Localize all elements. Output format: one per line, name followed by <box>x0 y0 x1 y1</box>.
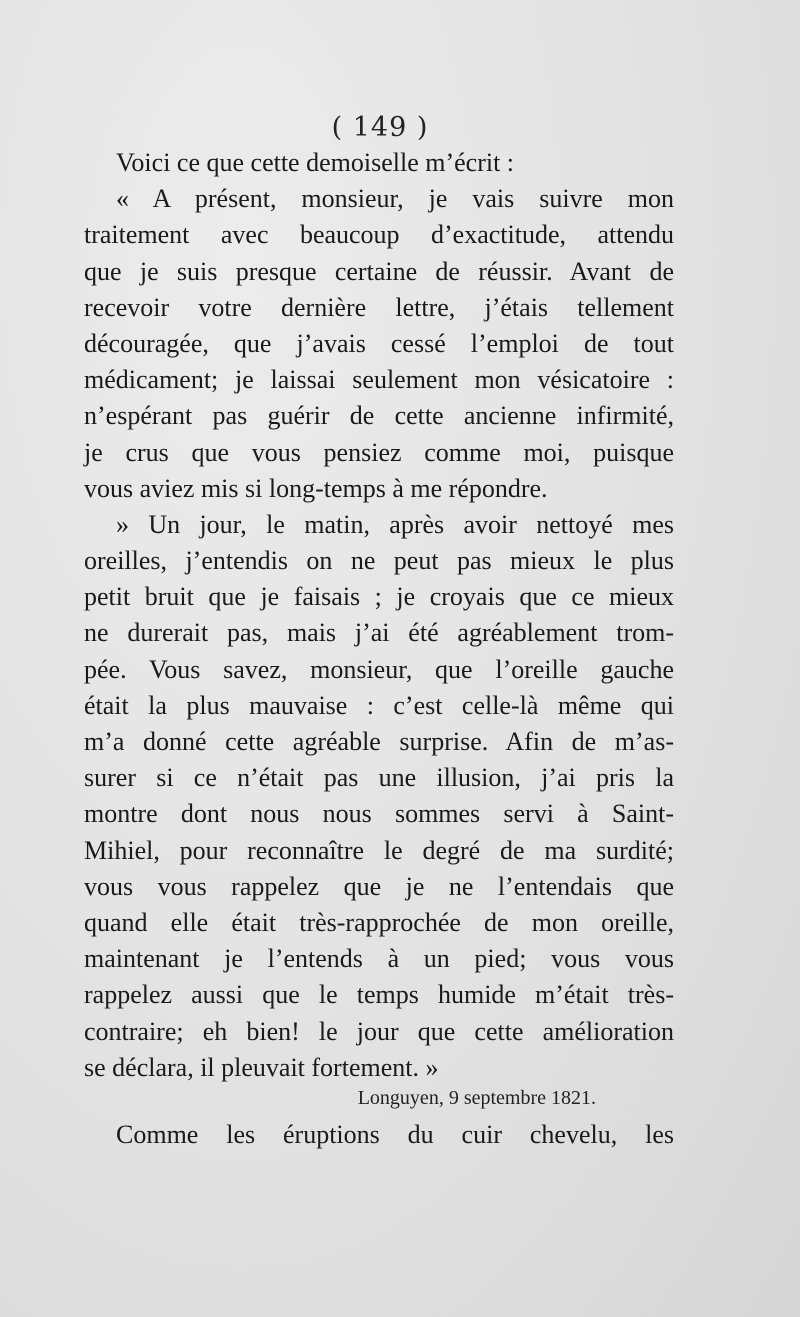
text-line: ne durerait pas, mais j’ai été agréablement trom- <box>84 618 674 648</box>
text-line: Mihiel, pour reconnaître le degré de ma surdité; <box>84 835 674 865</box>
text-line: recevoir votre dernière lettre, j’étais tellement <box>84 292 674 322</box>
text-line: surer si ce n’était pas une illusion, j’ai pris la <box>84 763 674 793</box>
text-line: Voici ce que cette demoiselle m’écrit : <box>116 148 515 177</box>
text-line: » Un jour, le matin, après avoir nettoyé mes <box>116 509 674 539</box>
text-line: quand elle était très-rapprochée de mon oreille, <box>84 907 674 937</box>
text-line: que je suis presque certaine de réussir. Avant de <box>84 256 674 286</box>
text-line: je crus que vous pensiez comme moi, puisque <box>84 437 674 467</box>
text-line: « A présent, monsieur, je vais suivre mon <box>116 184 674 214</box>
text-line: petit bruit que je faisais ; je croyais que ce mieux <box>84 582 674 612</box>
text-line: rappelez aussi que le temps humide m’était très- <box>84 980 674 1010</box>
text-line: médicament; je laissai seulement mon vésicatoire : <box>84 365 674 395</box>
text-line: n’espérant pas guérir de cette ancienne infirmité, <box>84 401 674 431</box>
text-line: découragée, que j’avais cessé l’emploi de tout <box>84 328 674 358</box>
text-line: contraire; eh bien! le jour que cette amélioration <box>84 1016 674 1046</box>
page-number: ( 149 ) <box>331 112 429 143</box>
text-line: traitement avec beaucoup d’exactitude, attendu <box>84 220 674 250</box>
closing-paragraph-line: Comme les éruptions du cuir chevelu, les <box>116 1120 674 1149</box>
text-line: pée. Vous savez, monsieur, que l’oreille gauche <box>84 654 674 684</box>
text-line: montre dont nous nous sommes servi à Saint- <box>84 799 674 829</box>
text-line: se déclara, il pleuvait fortement. » <box>84 1052 439 1082</box>
letter-signature: Longuyen, 9 septembre 1821. <box>357 1087 596 1109</box>
text-line: était la plus mauvaise : c’est celle-là même qui <box>84 690 674 720</box>
page-body-text <box>84 145 674 1086</box>
text-line: maintenant je l’entends à un pied; vous vous <box>84 944 674 974</box>
text-line: vous aviez mis si long-temps à me répondre. <box>84 473 548 503</box>
text-line: oreilles, j’entendis on ne peut pas mieux le plus <box>84 546 674 576</box>
text-line: vous vous rappelez que je ne l’entendais que <box>84 871 674 901</box>
text-line: m’a donné cette agréable surprise. Afin de m’as- <box>84 727 674 756</box>
